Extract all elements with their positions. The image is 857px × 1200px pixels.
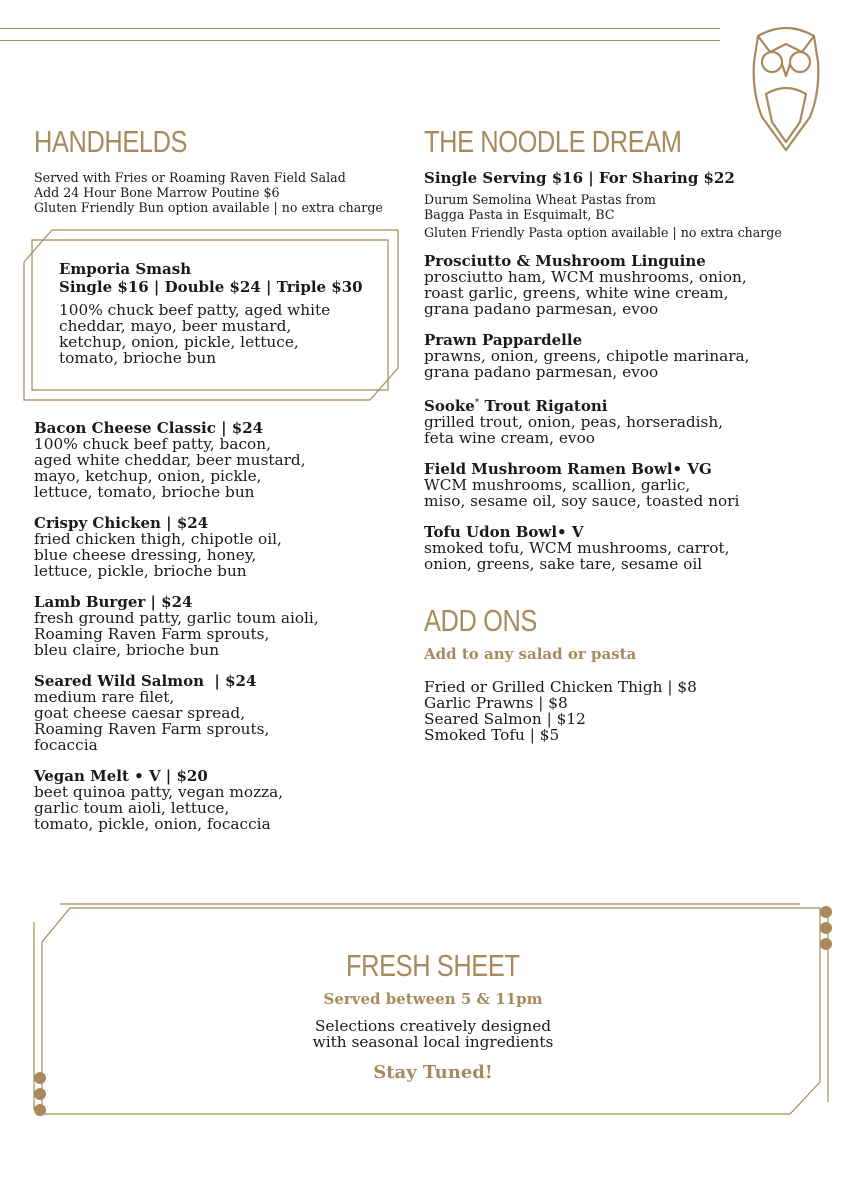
noodle-note: Bagga Pasta in Esquimalt, BC — [424, 207, 615, 222]
addon-item: Seared Salmon | $12 — [424, 710, 586, 728]
handhelds-list — [34, 420, 414, 832]
menu-item — [424, 461, 834, 509]
menu-item-desc: miso, sesame oil, soy sauce, toasted nori — [424, 492, 740, 510]
noodle-note: Durum Semolina Wheat Pastas from — [424, 192, 656, 207]
handhelds-note: Gluten Friendly Bun option available | no extra charge — [34, 200, 383, 215]
fresh-sheet-line: with seasonal local ingredients — [312, 1033, 554, 1051]
handhelds-title: HANDHELDS — [34, 124, 188, 159]
addons-title: ADD ONS — [424, 603, 537, 638]
featured-item-name: Emporia Smash — [59, 260, 192, 278]
menu-item-desc: bleu claire, brioche bun — [34, 641, 220, 659]
menu-item-desc: onion, greens, sake tare, sesame oil — [424, 555, 703, 573]
menu-item-desc: Roaming Raven Farm sprouts, — [34, 625, 270, 643]
handhelds-section — [34, 124, 414, 215]
fresh-sheet-line: Selections creatively designed — [314, 1017, 552, 1035]
menu-item — [424, 332, 834, 380]
menu-item-name: Vegan Melt • V | $20 — [34, 767, 208, 785]
menu-item-name: Seared Wild Salmon | $24 — [34, 672, 257, 690]
menu-item-name-part: Trout Rigatoni — [479, 397, 608, 415]
top-rule-2 — [0, 40, 720, 41]
menu-item-desc: grana padano parmesan, evoo — [424, 363, 659, 381]
featured-item-prices: Single $16 | Double $24 | Triple $30 — [59, 278, 363, 296]
menu-item-desc: roast garlic, greens, white wine cream, — [424, 284, 729, 302]
menu-item-desc: feta wine cream, evoo — [424, 429, 595, 447]
handhelds-note: Served with Fries or Roaming Raven Field Salad — [34, 170, 346, 185]
menu-item-desc: tomato, pickle, onion, focaccia — [34, 815, 271, 833]
menu-item — [424, 395, 834, 446]
menu-item-desc: beet quinoa patty, vegan mozza, — [34, 783, 284, 801]
noodle-gluten-note: Gluten Friendly Pasta option available | no extra charge — [424, 225, 782, 240]
menu-item-desc: medium rare filet, — [34, 688, 175, 706]
menu-item — [34, 673, 414, 753]
noodle-title: THE NOODLE DREAM — [424, 124, 682, 159]
menu-item — [34, 420, 414, 500]
fresh-sheet-cta: Stay Tuned! — [373, 1062, 493, 1083]
menu-item — [424, 253, 834, 317]
featured-item — [59, 261, 389, 366]
menu-item-desc: smoked tofu, WCM mushrooms, carrot, — [424, 539, 730, 557]
menu-item-desc: fried chicken thigh, chipotle oil, — [34, 530, 282, 548]
menu-item-name: Prosciutto & Mushroom Linguine — [424, 252, 706, 270]
menu-item-desc: prawns, onion, greens, chipotle marinara, — [424, 347, 750, 365]
addon-item: Garlic Prawns | $8 — [424, 694, 568, 712]
menu-item-desc: grana padano parmesan, evoo — [424, 300, 659, 318]
menu-item-name-part: Sooke — [424, 397, 475, 415]
noodle-section — [424, 124, 834, 572]
fresh-sheet-subtitle: Served between 5 & 11pm — [323, 990, 543, 1008]
menu-item-desc: prosciutto ham, WCM mushrooms, onion, — [424, 268, 747, 286]
featured-desc-line: ketchup, onion, pickle, lettuce, — [59, 333, 299, 351]
menu-item-name: Crispy Chicken | $24 — [34, 514, 209, 532]
handhelds-note: Add 24 Hour Bone Marrow Poutine $6 — [34, 185, 280, 200]
menu-item-desc: lettuce, tomato, brioche bun — [34, 483, 255, 501]
noodle-prices: Single Serving $16 | For Sharing $22 — [424, 169, 735, 187]
addon-item: Fried or Grilled Chicken Thigh | $8 — [424, 678, 697, 696]
menu-item-desc: focaccia — [34, 736, 98, 754]
menu-item-name: Prawn Pappardelle — [424, 331, 583, 349]
menu-item — [424, 524, 834, 572]
menu-item-desc: lettuce, pickle, brioche bun — [34, 562, 247, 580]
menu-item-desc: blue cheese dressing, honey, — [34, 546, 257, 564]
menu-item-desc: grilled trout, onion, peas, horseradish, — [424, 413, 724, 431]
addons-section — [424, 603, 824, 743]
menu-item-desc: WCM mushrooms, scallion, garlic, — [424, 476, 691, 494]
menu-item-name: Bacon Cheese Classic | $24 — [34, 419, 264, 437]
menu-item-name — [424, 395, 834, 414]
menu-item-desc: fresh ground patty, garlic toum aioli, — [34, 609, 319, 627]
menu-item-desc: garlic toum aioli, lettuce, — [34, 799, 230, 817]
addon-item: Smoked Tofu | $5 — [424, 726, 560, 744]
fresh-sheet-section — [40, 948, 826, 1083]
featured-desc-line: 100% chuck beef patty, aged white — [59, 301, 331, 319]
featured-desc-line: tomato, brioche bun — [59, 349, 217, 367]
menu-item-desc: goat cheese caesar spread, — [34, 704, 246, 722]
menu-item-name: Tofu Udon Bowl• V — [424, 523, 584, 541]
menu-item-desc: aged white cheddar, beer mustard, — [34, 451, 306, 469]
featured-desc-line: cheddar, mayo, beer mustard, — [59, 317, 292, 335]
menu-item-name: Field Mushroom Ramen Bowl• VG — [424, 460, 712, 478]
menu-item-name: Lamb Burger | $24 — [34, 593, 193, 611]
menu-item-desc: Roaming Raven Farm sprouts, — [34, 720, 270, 738]
addons-subtitle: Add to any salad or pasta — [424, 645, 637, 663]
menu-item-desc: mayo, ketchup, onion, pickle, — [34, 467, 262, 485]
menu-item — [34, 768, 414, 832]
menu-item-desc: 100% chuck beef patty, bacon, — [34, 435, 271, 453]
asterisk-mark: * — [474, 398, 480, 408]
fresh-sheet-title: FRESH SHEET — [346, 948, 520, 983]
menu-item — [34, 515, 414, 579]
menu-item — [34, 594, 414, 658]
top-rule-1 — [0, 28, 720, 29]
